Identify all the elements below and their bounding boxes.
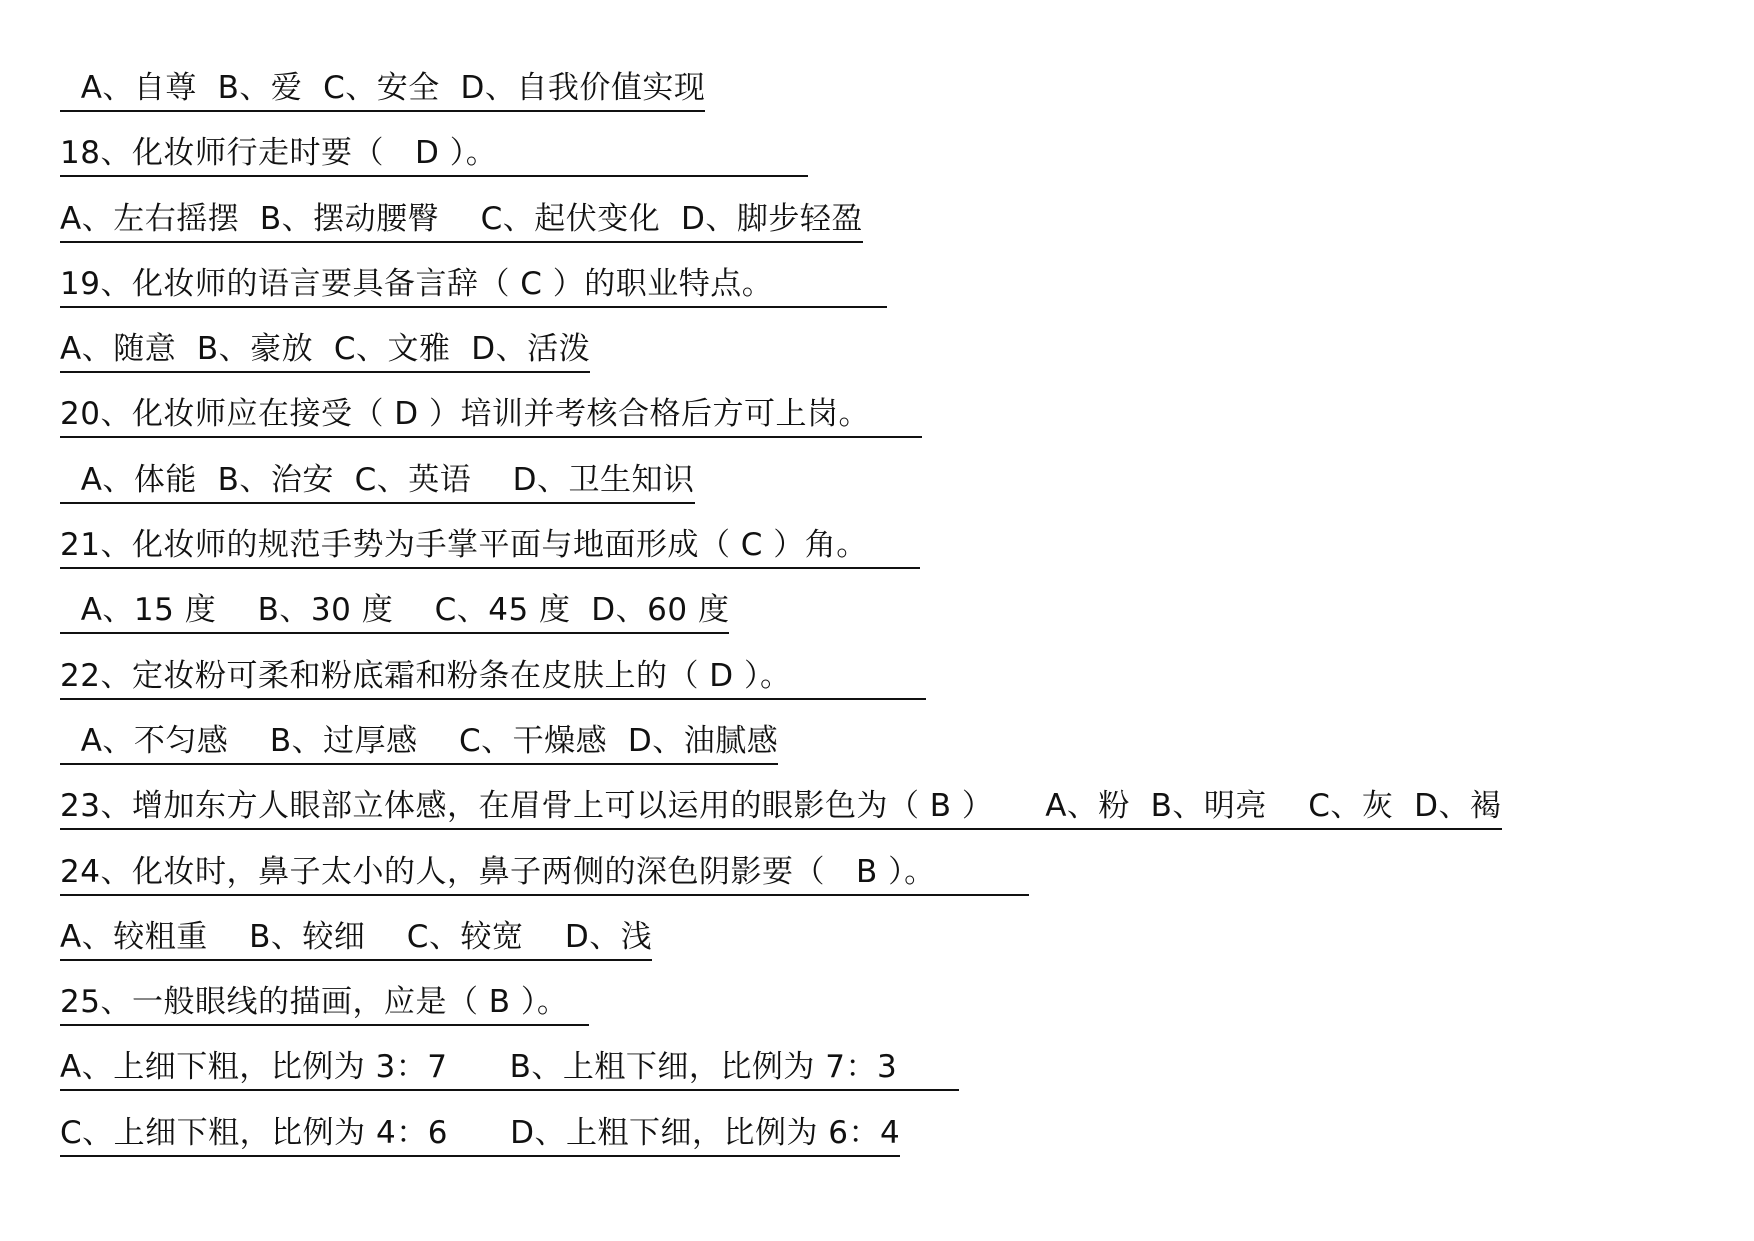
underlined-text: A、自尊 B、爱 C、安全 D、自我价值实现	[60, 66, 705, 112]
underline-fill	[870, 396, 922, 432]
text-line	[60, 388, 1700, 453]
underlined-text: 23、增加东方人眼部立体感，在眉骨上可以运用的眼影色为（ B ） A、粉 B、明亮 C、灰 D、褐	[60, 784, 1502, 830]
text-line	[60, 650, 1700, 715]
underlined-text: A、较粗重 B、较细 C、较宽 D、浅	[60, 915, 652, 961]
underlined-text: 21、化妆师的规范手势为手掌平面与地面形成（ C ）角。	[60, 523, 920, 569]
text-line	[60, 1041, 1700, 1106]
underline-fill	[936, 854, 1029, 890]
text-line	[60, 454, 1700, 519]
underline-fill	[568, 984, 589, 1020]
text-line	[60, 323, 1700, 388]
text-line	[60, 715, 1700, 780]
text-line	[60, 911, 1700, 976]
text-line	[60, 584, 1700, 649]
text-line	[60, 846, 1700, 911]
underline-fill	[868, 527, 920, 563]
underlined-text: 24、化妆时，鼻子太小的人，鼻子两侧的深色阴影要（ B ）。	[60, 850, 1029, 896]
text-line	[60, 193, 1700, 258]
text-line	[60, 62, 1700, 127]
underlined-text: 20、化妆师应在接受（ D ）培训并考核合格后方可上岗。	[60, 392, 922, 438]
underlined-text: 25、一般眼线的描画，应是（ B ）。	[60, 980, 589, 1026]
underlined-text: A、左右摇摆 B、摆动腰臀 C、起伏变化 D、脚步轻盈	[60, 197, 863, 243]
underlined-text: A、上细下粗，比例为 3：7 B、上粗下细，比例为 7：3	[60, 1045, 959, 1091]
underlined-text: 22、定妆粉可柔和粉底霜和粉条在皮肤上的（ D ）。	[60, 654, 926, 700]
text-line	[60, 127, 1700, 192]
underline-fill	[497, 135, 808, 171]
document-body	[60, 62, 1700, 1172]
underline-fill	[773, 266, 887, 302]
underlined-text: A、15 度 B、30 度 C、45 度 D、60 度	[60, 588, 729, 634]
underlined-text: A、随意 B、豪放 C、文雅 D、活泼	[60, 327, 590, 373]
underlined-text: 18、化妆师行走时要（ D ）。	[60, 131, 808, 177]
text-line	[60, 258, 1700, 323]
underlined-text: C、上细下粗，比例为 4：6 D、上粗下细，比例为 6：4	[60, 1111, 900, 1157]
underline-fill	[897, 1049, 959, 1085]
underline-fill	[792, 658, 927, 694]
underlined-text: A、不匀感 B、过厚感 C、干燥感 D、油腻感	[60, 719, 778, 765]
text-line	[60, 976, 1700, 1041]
underlined-text: 19、化妆师的语言要具备言辞（ C ）的职业特点。	[60, 262, 887, 308]
text-line	[60, 1107, 1700, 1172]
underlined-text: A、体能 B、治安 C、英语 D、卫生知识	[60, 458, 695, 504]
text-line	[60, 780, 1700, 845]
text-line	[60, 519, 1700, 584]
